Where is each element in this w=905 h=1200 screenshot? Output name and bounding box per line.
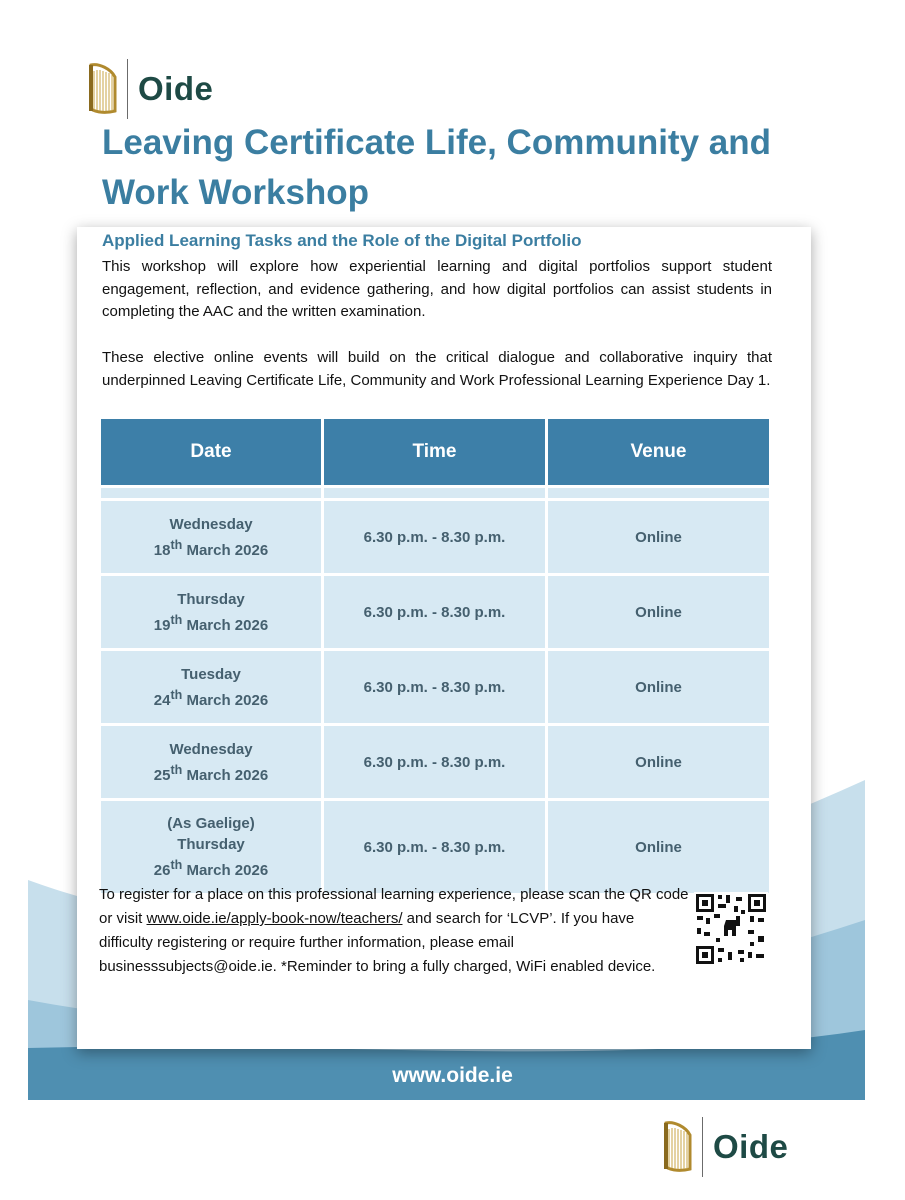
oide-logo	[85, 58, 213, 120]
registration-text: To register for a place on this professional learning experience, please scan the QR code or visit www.oide.ie/apply-book-now/teachers/ and search for ‘LCVP’. If you have difficulty registering or require further information, please email businesssubjects@oide.ie. *Reminder to bring a fully charged, WiFi enabled device.	[99, 886, 689, 975]
table-row	[101, 726, 769, 798]
header-venue: Venue	[548, 419, 769, 485]
page-title: Leaving Certificate Life, Community and Work Workshop	[102, 123, 771, 212]
date-cell: Thursday 19th March 2026	[101, 576, 321, 648]
table-row	[101, 651, 769, 723]
table-row	[101, 576, 769, 648]
time-cell: 6.30 p.m. - 8.30 p.m.	[324, 576, 545, 648]
content-card	[77, 227, 811, 1049]
header-time: Time	[324, 419, 545, 485]
section-subtitle: Applied Learning Tasks and the Role of the Digital Portfolio	[102, 231, 582, 250]
logo-text: Oide	[138, 70, 214, 107]
logo-divider	[702, 1117, 703, 1177]
day-label: Wednesday	[169, 740, 253, 758]
harp-icon	[660, 1119, 696, 1175]
date-cell: Wednesday 18th March 2026	[101, 501, 321, 573]
venue-cell: Online	[548, 801, 769, 893]
table-row	[101, 801, 769, 893]
time-cell: 6.30 p.m. - 8.30 p.m.	[324, 651, 545, 723]
qr-code[interactable]	[694, 892, 768, 966]
intro-paragraph: This workshop will explore how experiential learning and digital portfolios support student engagement, reflection, and evidence gathering, and how digital portfolios can assist students in completing the AAC and the written examination.	[102, 258, 772, 320]
language-note: (As Gaelige)	[167, 815, 255, 832]
venue-cell: Online	[548, 501, 769, 573]
logo-divider	[127, 59, 128, 119]
time-cell: 6.30 p.m. - 8.30 p.m.	[324, 726, 545, 798]
venue-cell: Online	[548, 576, 769, 648]
footer-url[interactable]: www.oide.ie	[392, 1064, 513, 1087]
elective-paragraph: These elective online events will build on the critical dialogue and collaborative inquiry that underpinned Leaving Certificate Life, Community and Work Professional Learning Experience Day 1.	[102, 349, 772, 389]
date-cell: Wednesday 25th March 2026	[101, 726, 321, 798]
time-cell: 6.30 p.m. - 8.30 p.m.	[324, 801, 545, 893]
day-label: Tuesday	[181, 665, 241, 683]
time-cell: 6.30 p.m. - 8.30 p.m.	[324, 501, 545, 573]
day-label: Thursday	[177, 590, 245, 608]
day-label: Wednesday	[169, 515, 253, 533]
oide-logo-footer	[660, 1117, 788, 1177]
header-date: Date	[101, 419, 321, 485]
table-row	[101, 501, 769, 573]
venue-cell: Online	[548, 651, 769, 723]
venue-cell: Online	[548, 726, 769, 798]
date-cell: (As Gaelige) Thursday 26th March 2026	[101, 801, 321, 893]
schedule-table	[98, 416, 772, 896]
logo-text: Oide	[713, 1128, 789, 1165]
harp-icon	[85, 61, 121, 117]
registration-link[interactable]: www.oide.ie/apply-book-now/teachers/	[146, 910, 403, 927]
date-cell: Tuesday 24th March 2026	[101, 651, 321, 723]
day-label: Thursday	[177, 836, 245, 853]
table-header-row	[101, 419, 769, 485]
